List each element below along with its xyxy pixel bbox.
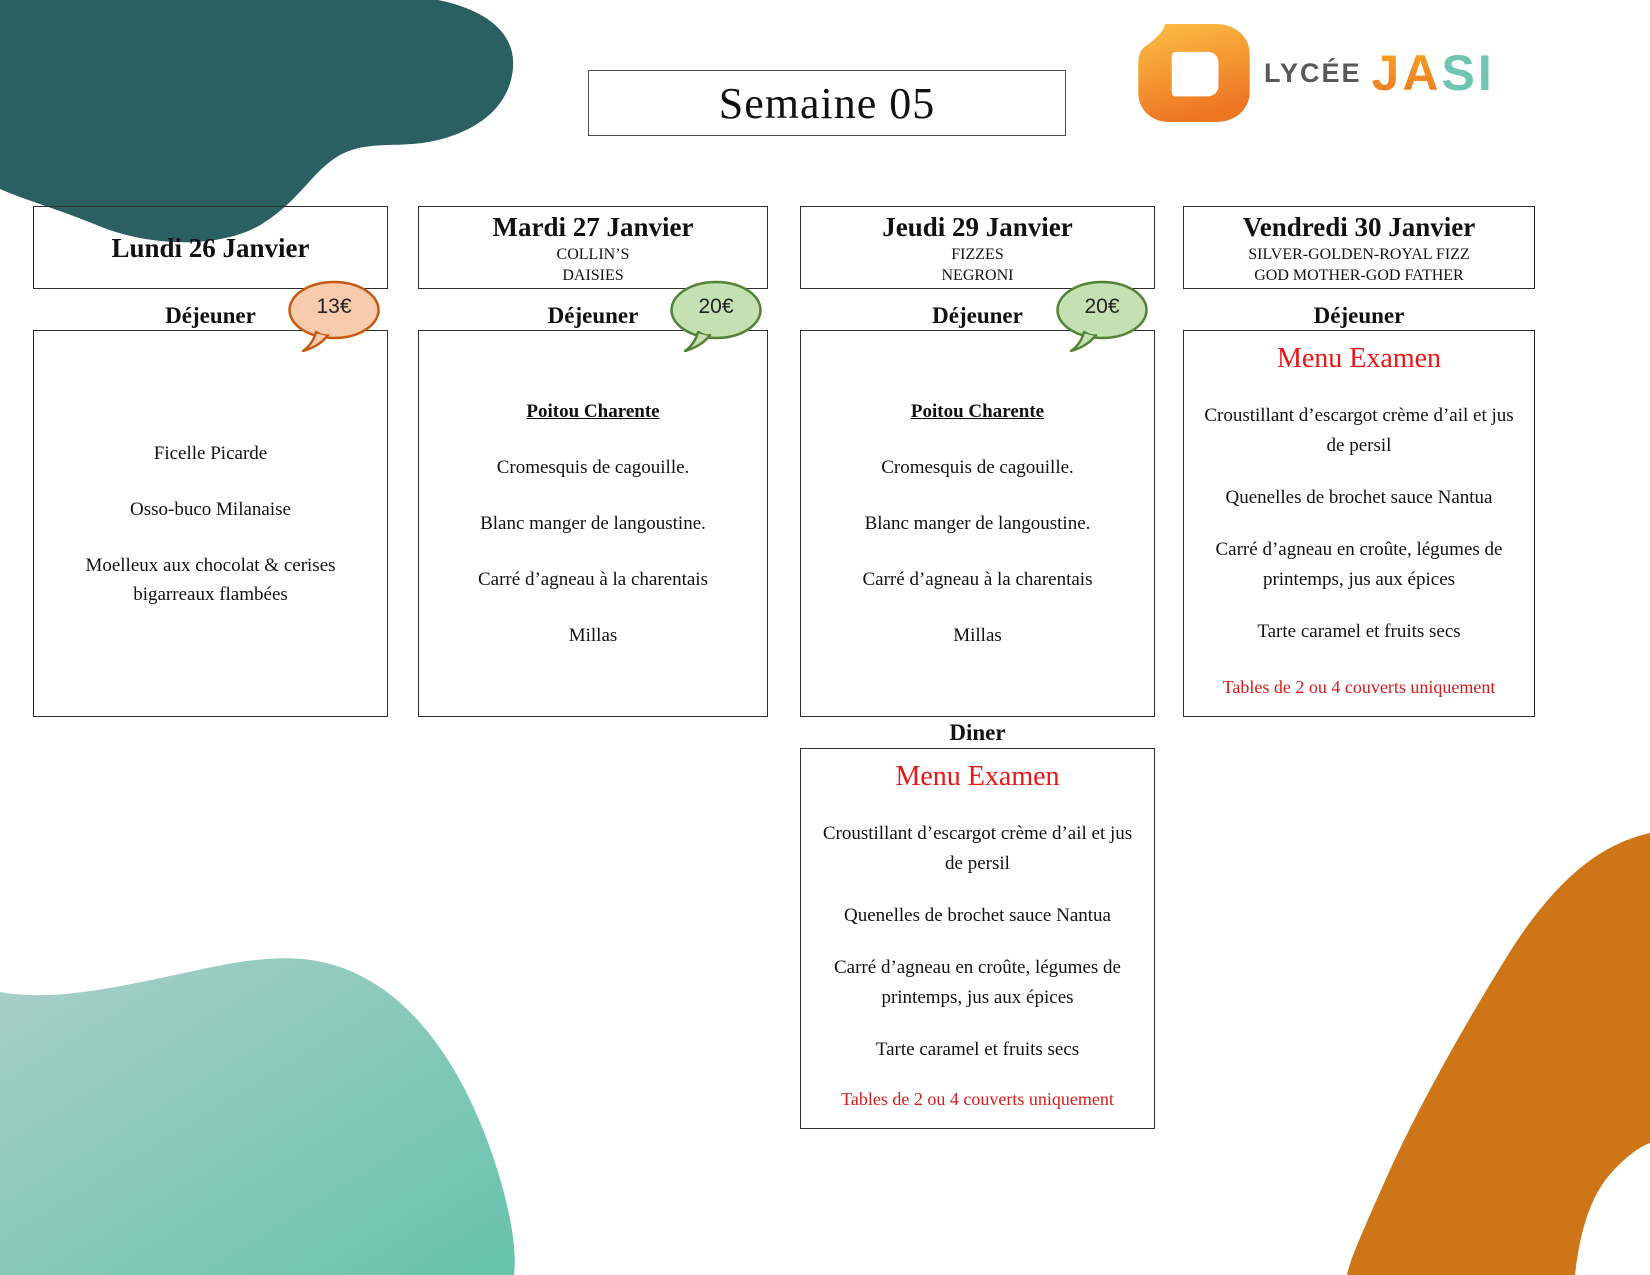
column-vendredi: [1183, 206, 1535, 726]
column-jeudi: [800, 206, 1155, 1136]
week-title: Semaine 05: [718, 78, 936, 128]
price-badge-20: [669, 280, 763, 352]
menu-item: Millas: [568, 625, 618, 646]
day-header-vendredi: [1183, 206, 1535, 289]
menu-item: Tarte caramel et fruits secs: [875, 1039, 1080, 1060]
menu-item: Carré d’agneau en croûte, légumes de printemps, jus aux épices: [834, 957, 1121, 1008]
day-subtitle: DAISIES: [562, 267, 624, 284]
logo-d-icon: [1138, 24, 1250, 122]
price-value: 20€: [1084, 295, 1120, 318]
menu-item: Croustillant d’escargot crème d’ail et jus de persil: [822, 823, 1133, 874]
menu-item: Quenelles de brochet sauce Nantua: [1225, 487, 1493, 508]
logo-school-name: LYCÉE: [1264, 57, 1362, 88]
orange-blob-bottom-right: [1330, 780, 1650, 1275]
seating-note: Tables de 2 ou 4 couverts uniquement: [1222, 677, 1496, 697]
region-header: Poitou Charente: [526, 401, 660, 422]
price-badge-13: [287, 280, 381, 352]
menu-item: Osso-buco Milanaise: [130, 498, 291, 520]
menu-item: Croustillant d’escargot crème d’ail et jus de persil: [1204, 405, 1514, 456]
logo-brand-ja: JA: [1371, 45, 1442, 101]
meal-label-dejeuner: Déjeuner: [932, 303, 1023, 328]
day-title: Lundi 26 Janvier: [111, 232, 310, 263]
exam-menu-title: Menu Examen: [895, 761, 1060, 792]
meal-label-dejeuner: Déjeuner: [165, 303, 256, 328]
seating-note: Tables de 2 ou 4 couverts uniquement: [841, 1089, 1114, 1109]
day-header-lundi: [33, 206, 388, 289]
menu-item: Ficelle Picarde: [153, 442, 268, 464]
day-subtitle: GOD MOTHER-GOD FATHER: [1254, 267, 1464, 284]
column-mardi: [418, 206, 768, 726]
menu-box-vendredi: [1183, 330, 1535, 717]
exam-menu-items: [1196, 401, 1522, 647]
logo-text: [1264, 44, 1495, 102]
mint-blob-bottom-left: [0, 940, 535, 1275]
price-value: 13€: [316, 295, 352, 318]
meal-label-dejeuner: Déjeuner: [547, 303, 639, 328]
menu-item: Tarte caramel et fruits secs: [1257, 621, 1461, 642]
menu-box-jeudi-dejeuner: [800, 330, 1155, 717]
column-lundi: [33, 206, 388, 726]
price-badge-20: [1055, 280, 1149, 352]
price-value: 20€: [698, 295, 734, 318]
school-logo: [1138, 22, 1495, 124]
exam-menu-title: Menu Examen: [1276, 343, 1442, 374]
menu-item: Cromesquis de cagouille.: [496, 457, 690, 478]
meal-label-dejeuner: Déjeuner: [1313, 303, 1405, 328]
menu-box-jeudi-diner: [800, 748, 1155, 1129]
day-header-jeudi: [800, 206, 1155, 289]
meal-label-diner: Diner: [949, 720, 1006, 745]
week-title-box: [588, 70, 1066, 136]
exam-menu-items: [813, 819, 1142, 1065]
menu-item: Blanc manger de langoustine.: [480, 513, 706, 534]
menu-item: Carré d’agneau à la charentais: [862, 569, 1093, 590]
day-header-mardi: [418, 206, 768, 289]
menu-item: Blanc manger de langoustine.: [864, 513, 1091, 534]
logo-brand-name: [1372, 44, 1495, 102]
day-subtitle: NEGRONI: [941, 267, 1014, 284]
menu-item: Carré d’agneau en croûte, légumes de printemps, jus aux épices: [1215, 539, 1503, 590]
menu-box-mardi: [418, 330, 768, 717]
menu-item: Quenelles de brochet sauce Nantua: [844, 905, 1111, 926]
menu-box-lundi: [33, 330, 388, 717]
day-subtitle: FIZZES: [951, 246, 1004, 263]
menu-item: Millas: [953, 625, 1002, 646]
day-title: Vendredi 30 Janvier: [1242, 212, 1476, 242]
day-subtitle: COLLIN’S: [556, 246, 630, 263]
day-title: Jeudi 29 Janvier: [882, 212, 1073, 242]
day-subtitle: SILVER-GOLDEN-ROYAL FIZZ: [1248, 246, 1470, 263]
day-title: Mardi 27 Janvier: [492, 212, 694, 242]
region-header: Poitou Charente: [910, 401, 1045, 422]
menu-item: Carré d’agneau à la charentais: [478, 569, 708, 590]
menu-item: Cromesquis de cagouille.: [881, 457, 1074, 478]
logo-brand-si: SI: [1441, 45, 1495, 101]
menu-item: Moelleux aux chocolat & cerises bigarreaux flambées: [85, 554, 336, 605]
